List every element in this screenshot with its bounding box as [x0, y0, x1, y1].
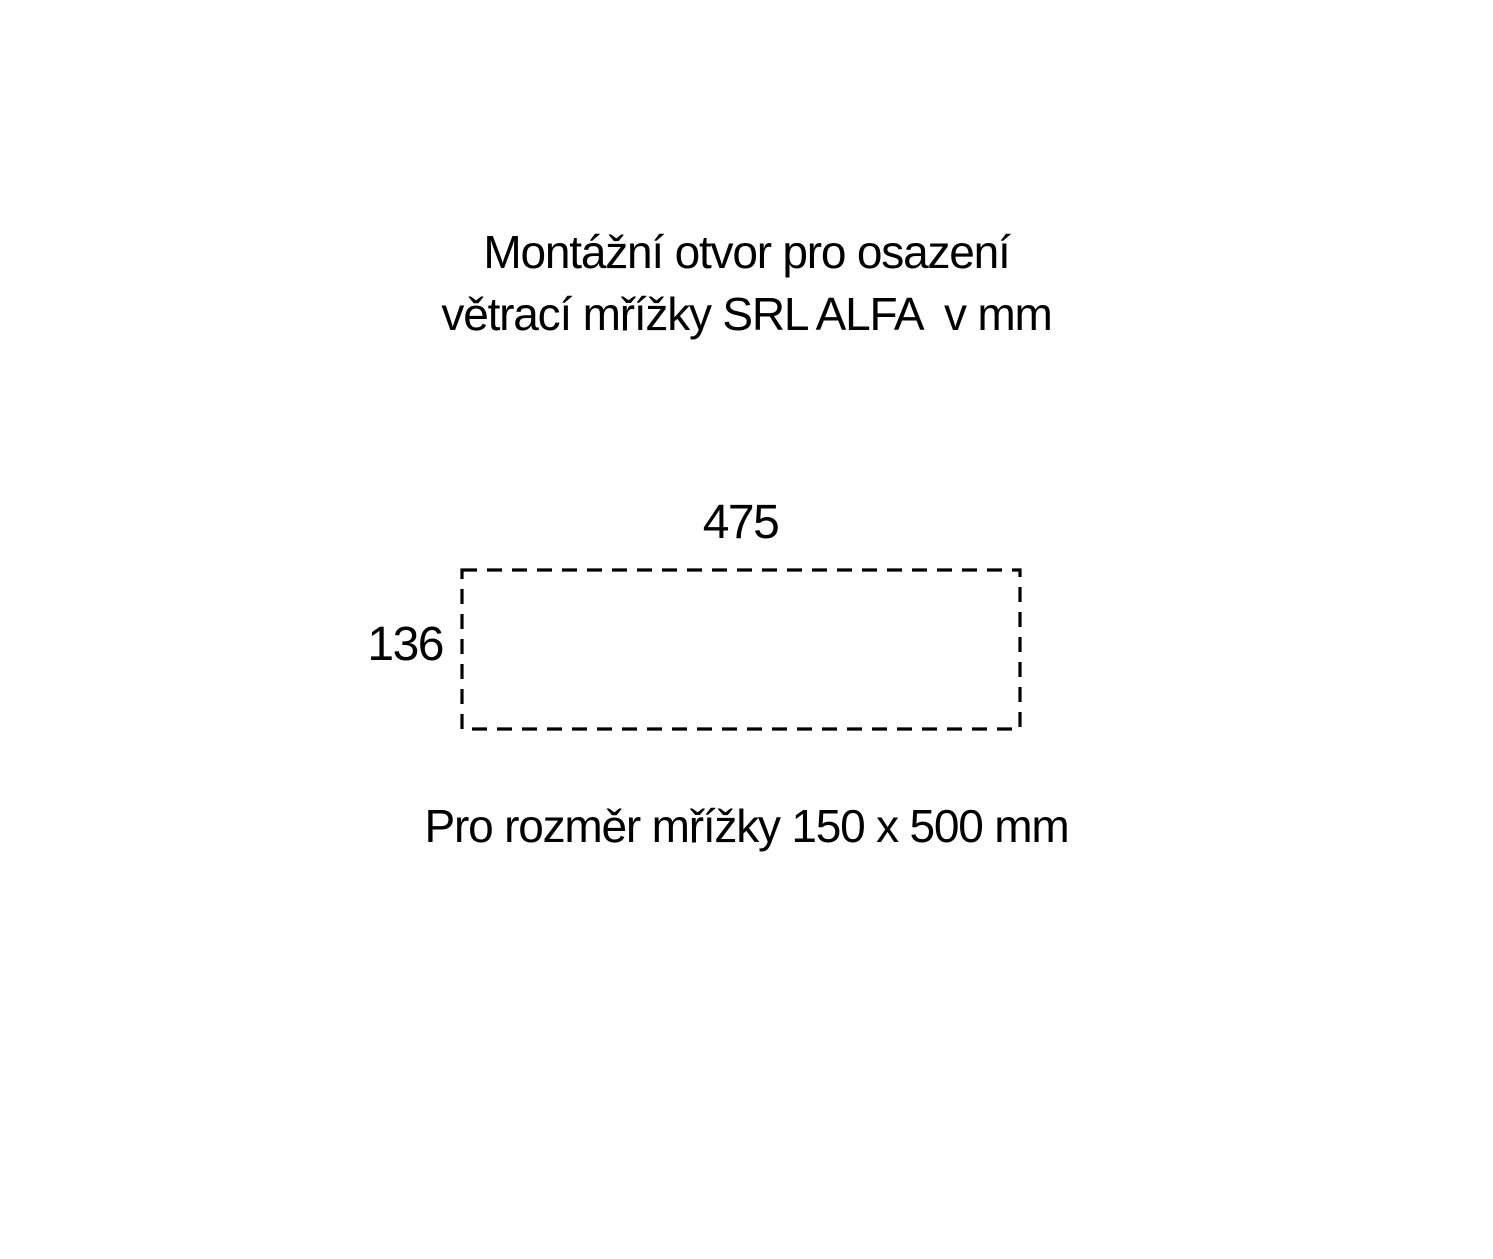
diagram-title-line-1: Montážní otvor pro osazení [483, 226, 1010, 278]
diagram-title-line-2: větrací mřížky SRL ALFA v mm [441, 288, 1052, 340]
height-dimension-label: 136 [367, 618, 443, 671]
mounting-hole-dashed-outline [458, 566, 1024, 733]
diagram-title [0, 221, 1493, 345]
grille-size-note: Pro rozměr mřížky 150 x 500 mm [424, 800, 1069, 852]
mounting-hole-rect [462, 570, 1020, 729]
width-dimension-label: 475 [702, 496, 779, 549]
